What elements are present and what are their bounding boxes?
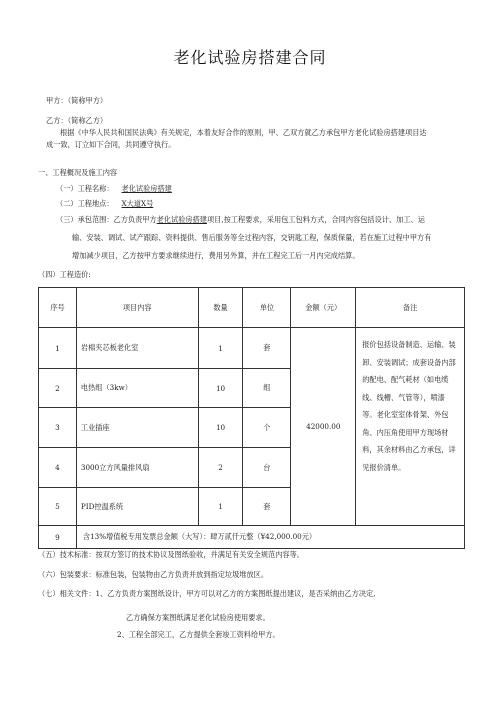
row-item: 3000立方风量排风扇 (76, 448, 198, 488)
row-item: PID控温系统 (76, 488, 198, 526)
row-no: 4 (39, 448, 77, 488)
header-item: 项目内容 (76, 288, 198, 328)
scope-line-1-post: 项目,按工程要求，采用包工包料方式，合同内容包括设计、加工、运 (206, 215, 425, 224)
project-name-row (56, 184, 172, 193)
table-header-row (39, 288, 465, 328)
intro-line-2: 成一致，订立如下合同，共同遵守执行。 (46, 140, 176, 149)
row-no: 1 (39, 328, 77, 369)
total-text: 含13%增值税专用发票总金额（大写）：肆万贰仟元整（¥42,000.00元） (76, 526, 464, 549)
party-a: 甲方：（简称甲方） (46, 96, 108, 105)
row-unit: 台 (243, 448, 291, 488)
row-qty: 10 (198, 369, 243, 408)
header-qty: 数量 (198, 288, 243, 328)
contract-title: 老化试验房搭建合同 (173, 48, 327, 67)
row-unit: 组 (243, 369, 291, 408)
table-row (39, 328, 465, 369)
row-no: 5 (39, 488, 77, 526)
scope-line-1 (56, 215, 425, 224)
note-cell: 报价包括设备制造、运输、装卸、安装调试；成套设备内部的配电、配气耗材（如电缆线、线槽、气管等），喷漆等。老化室室体骨架、外包角、内压角使用甲方现场材料，其余材料由乙方承包，详见报价清单。 (356, 328, 465, 526)
row-qty: 10 (198, 408, 243, 448)
total-row (39, 526, 465, 549)
row-item: 岩棉夹芯板老化室 (76, 328, 198, 369)
total-no: 9 (39, 526, 77, 549)
scope-line-1-underlined: 老化试验房搭建 (156, 215, 207, 224)
row-qty: 1 (198, 328, 243, 369)
row-unit: 套 (243, 488, 291, 526)
intro-line-1: 根据《中华人民共和国民法典》有关规定，本着友好合作的原则，甲、乙双方就乙方承包甲方老化试验房搭建项目达 (60, 128, 427, 137)
header-amount: 金额（元） (291, 288, 356, 328)
packaging-requirement: （六）包装要求：标准包装，包装物由乙方负责并放到指定垃圾堆放区。 (38, 570, 269, 579)
scope-line-2: 输、安装、调试、试产跟踪、资料提供、售后服务等全过程内容，交钥匙工程，保质保量，若在施工过程中甲方有 (72, 233, 432, 242)
row-qty: 2 (198, 448, 243, 488)
amount-cell: 42000.00 (291, 328, 356, 526)
row-item: 工业插座 (76, 408, 198, 448)
scope-line-1-pre: （三）承包范围：乙方负责甲方 (56, 215, 157, 224)
related-documents-line-3: 2、工程全部完工，乙方提供全套竣工资料给甲方。 (117, 630, 280, 639)
row-unit: 套 (243, 328, 291, 369)
header-unit: 单位 (243, 288, 291, 328)
cost-table (38, 287, 465, 549)
party-b: 乙方：（简称乙方） (46, 116, 108, 125)
header-note: 备注 (356, 288, 465, 328)
related-documents-line-2: 乙方确保方案图纸满足老化试验房使用要求。 (126, 613, 270, 622)
row-no: 2 (39, 369, 77, 408)
project-name-label: （一）工程名称： (56, 184, 114, 193)
header-no: 序号 (39, 288, 77, 328)
project-location-row (56, 199, 153, 208)
row-no: 3 (39, 408, 77, 448)
project-location-value: X大道X号 (121, 199, 154, 208)
project-name-value: 老化试验房搭建 (121, 184, 172, 193)
row-qty: 1 (198, 488, 243, 526)
project-cost-heading: （四）工程造价: (38, 270, 91, 279)
row-item: 电热组（3kw） (76, 369, 198, 408)
project-location-label: （二）工程地点： (56, 199, 114, 208)
section-1-heading: 一、工程概况及施工内容 (38, 168, 118, 177)
scope-line-3: 增加减少项目，乙方按甲方要求继续进行，费用另外算，并在工程完工后一月内完成结算。 (72, 251, 360, 260)
row-unit: 个 (243, 408, 291, 448)
technical-standard: （五）技术标准：按双方签订的技术协议及图纸验收，并满足有关安全规范内容等。 (38, 550, 304, 559)
related-documents-line-1: （七）相关文件：1、乙方负责方案图纸设计，甲方可以对乙方的方案图纸提出建议，是否采纳由乙方决定, (38, 589, 376, 598)
